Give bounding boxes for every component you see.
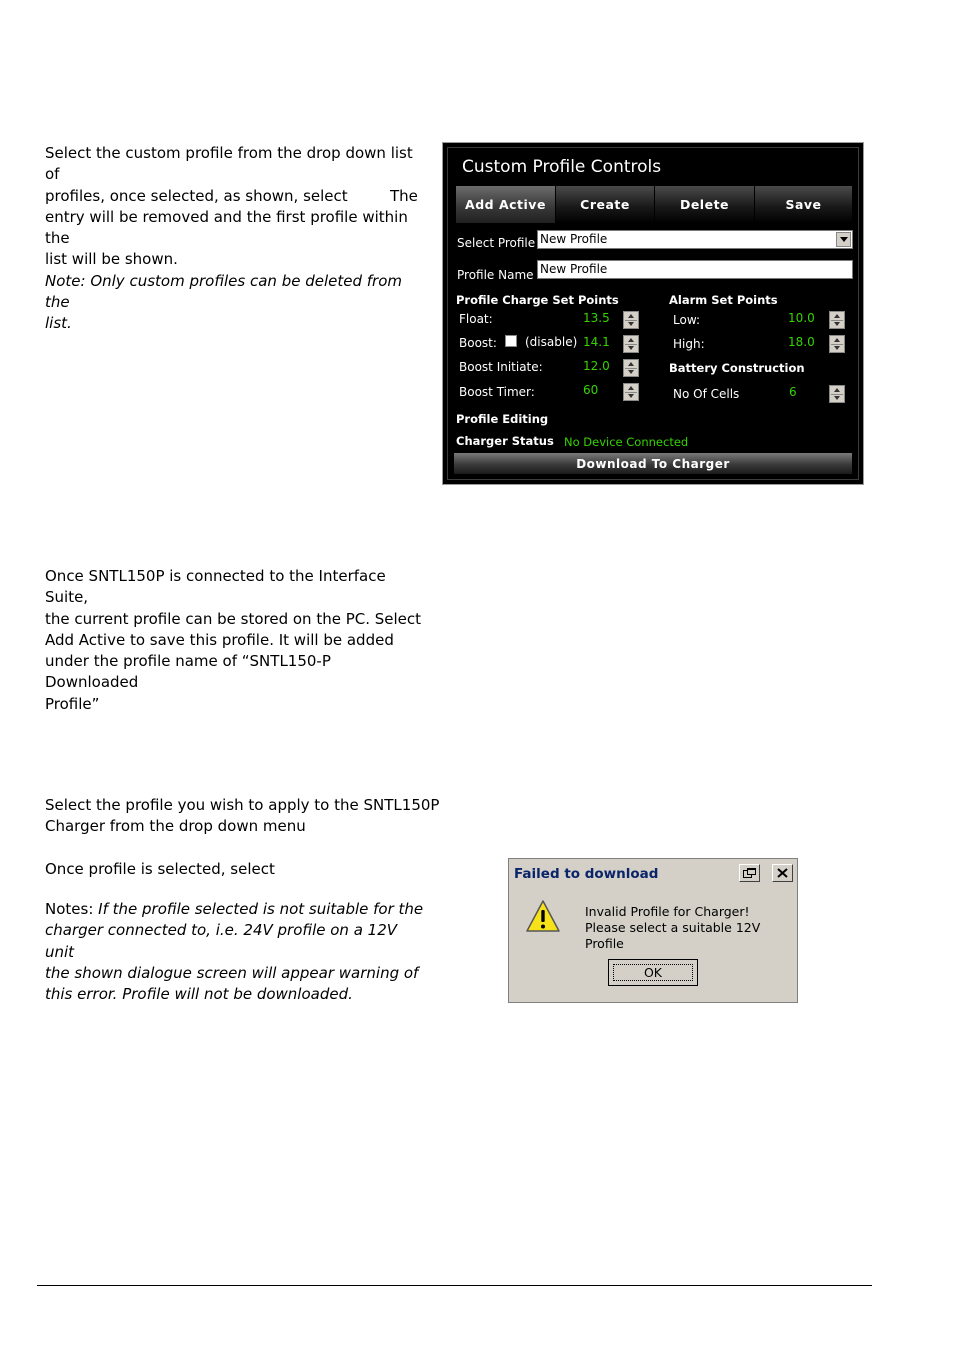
boost-initiate-value[interactable]: 12.0 — [583, 359, 610, 373]
download-to-charger-button[interactable]: Download To Charger — [454, 453, 852, 474]
profile-editing-heading: Profile Editing — [456, 412, 549, 426]
notes-text: If the profile selected is not suitable for the — [98, 900, 424, 918]
boost-timer-label: Boost Timer: — [459, 385, 535, 399]
paragraph-add-active — [45, 566, 425, 715]
save-button[interactable]: Save — [755, 186, 852, 223]
text-line: Add Active to save this profile. It will be added — [45, 630, 394, 649]
notes-line: the shown dialogue screen will appear warning of — [45, 963, 419, 982]
high-spinner[interactable] — [829, 335, 845, 353]
dialog-message-line: Invalid Profile for Charger! — [585, 904, 750, 919]
text-line: Select the custom profile from the drop down list of — [45, 144, 413, 184]
boost-spinner[interactable] — [623, 335, 639, 353]
ok-label: OK — [643, 965, 663, 980]
select-profile-label: Select Profile — [457, 236, 536, 250]
boost-timer-spinner[interactable] — [623, 383, 639, 401]
text-line — [45, 899, 425, 920]
profile-name-input[interactable]: New Profile — [537, 260, 853, 279]
charger-status-value: No Device Connected — [564, 435, 689, 449]
chevron-down-icon[interactable] — [836, 232, 851, 247]
boost-initiate-label: Boost Initiate: — [459, 360, 543, 374]
boost-value[interactable]: 14.1 — [583, 335, 610, 349]
dialog-title: Failed to download — [514, 866, 659, 882]
close-icon[interactable] — [772, 864, 793, 882]
paragraph-delete-profile — [45, 143, 425, 335]
text-line: Once profile is selected, select — [45, 860, 275, 878]
high-value[interactable]: 18.0 — [788, 335, 815, 349]
profile-name-label: Profile Name — [457, 268, 534, 282]
low-spinner[interactable] — [829, 311, 845, 329]
no-of-cells-value[interactable]: 6 — [789, 385, 797, 399]
high-label: High: — [673, 337, 705, 351]
boost-timer-value[interactable]: 60 — [583, 383, 599, 397]
select-profile-dropdown[interactable] — [537, 230, 853, 249]
charger-status-label: Charger Status — [456, 434, 554, 448]
note-line: Note: Only custom profiles can be deleted from the — [45, 271, 403, 312]
failed-to-download-dialog — [508, 858, 798, 1003]
boost-disable-checkbox[interactable] — [505, 335, 517, 347]
no-of-cells-spinner[interactable] — [829, 385, 845, 403]
paragraph-once-selected — [45, 859, 425, 880]
boost-disable-label: (disable) — [525, 335, 578, 349]
panel-frame — [447, 147, 859, 480]
low-value[interactable]: 10.0 — [788, 311, 815, 325]
boost-initiate-spinner[interactable] — [623, 359, 639, 377]
text-fragment: profiles, once selected, as shown, select — [45, 186, 348, 205]
low-label: Low: — [673, 313, 701, 327]
alarm-set-points-heading: Alarm Set Points — [669, 293, 778, 307]
panel-title: Custom Profile Controls — [462, 157, 662, 177]
text-fragment: The — [390, 186, 418, 205]
text-line: Charger from the drop down menu — [45, 817, 306, 836]
restore-icon[interactable] — [739, 864, 760, 882]
note-line: list. — [45, 314, 72, 333]
notes-label: Notes: — [45, 900, 99, 918]
float-spinner[interactable] — [623, 311, 639, 329]
focus-ring — [613, 964, 693, 981]
text-line: Select the profile you wish to apply to the SNTL150P — [45, 796, 440, 814]
paragraph-notes — [45, 899, 425, 1005]
text-line: Profile” — [45, 694, 100, 713]
custom-profile-controls-panel — [442, 142, 864, 485]
charge-set-points-heading: Profile Charge Set Points — [456, 293, 619, 307]
battery-construction-heading: Battery Construction — [669, 361, 805, 375]
float-label: Float: — [459, 312, 493, 326]
warning-icon — [525, 899, 561, 935]
no-of-cells-label: No Of Cells — [673, 387, 740, 401]
boost-label: Boost: — [459, 336, 497, 350]
select-profile-value: New Profile — [540, 232, 608, 246]
add-active-button[interactable]: Add Active — [456, 186, 555, 223]
text-line: list will be shown. — [45, 250, 178, 269]
footer-divider — [37, 1285, 872, 1286]
create-button[interactable]: Create — [556, 186, 654, 223]
notes-line: charger connected to, i.e. 24V profile on a 12V unit — [45, 921, 398, 961]
dialog-message-line: Please select a suitable 12V Profile — [585, 920, 761, 951]
float-value[interactable]: 13.5 — [583, 311, 610, 325]
text-line: the current profile can be stored on the PC. Select — [45, 609, 422, 628]
dialog-message — [585, 904, 797, 952]
text-line: under the profile name of “SNTL150-P Downloaded — [45, 652, 331, 692]
delete-button[interactable]: Delete — [655, 186, 754, 223]
dialog-titlebar — [511, 861, 795, 886]
paragraph-select-profile — [45, 795, 445, 838]
notes-line: this error. Profile will not be downloaded. — [45, 985, 353, 1004]
text-line — [45, 186, 425, 207]
ok-button[interactable] — [608, 959, 698, 986]
text-line: entry will be removed and the first profile within the — [45, 207, 408, 248]
text-line: Once SNTL150P is connected to the Interface Suite, — [45, 567, 386, 607]
